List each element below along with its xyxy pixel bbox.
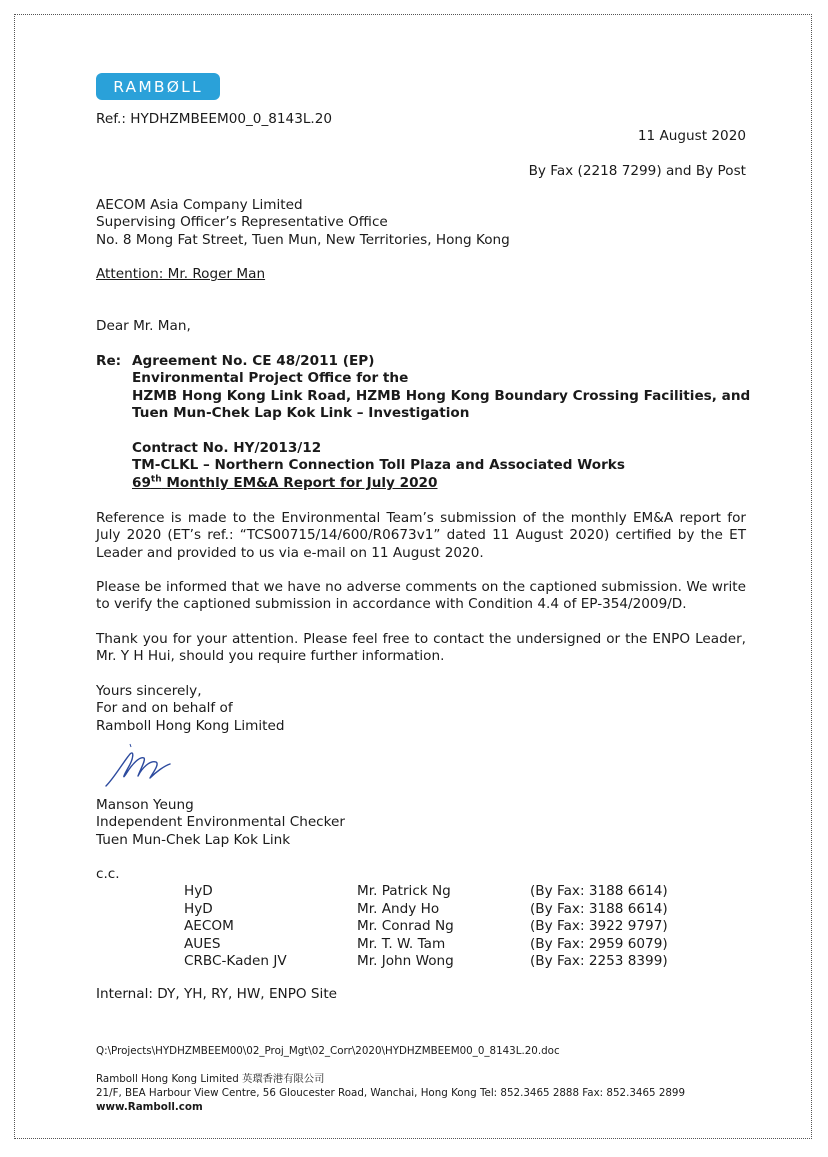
signature-image xyxy=(100,742,176,792)
cc-row xyxy=(0,901,828,919)
paragraph-reference: Reference is made to the Environmental Team’s submission of the monthly EM&A report for July 2020 (ET’s ref.: “TCS00715/14/600/R0673v1” dated 11 August 2020) certified by the ET Leader and provided to us via e-mail on 11 August 2020. xyxy=(96,510,746,561)
report-ordinal: th xyxy=(150,474,162,485)
report-title xyxy=(132,475,625,492)
cc-name: Mr. T. W. Tam xyxy=(357,935,446,952)
footer-company: Ramboll Hong Kong Limited 英環香港有限公司 xyxy=(96,1073,325,1085)
signer-name: Manson Yeung xyxy=(96,797,194,813)
cc-org: AECOM xyxy=(184,918,234,934)
cc-org: CRBC-Kaden JV xyxy=(184,953,287,969)
paragraph-no-comments: Please be informed that we have no adverse comments on the captioned submission. We write to verify the captioned submission in accordance with Condition 4.4 of EP-354/2009/D. xyxy=(96,579,746,613)
subject-line: Environmental Project Office for the xyxy=(132,370,409,387)
report-number: 69 xyxy=(132,474,151,491)
cc-row xyxy=(0,936,828,954)
subject-line: Agreement No. CE 48/2011 (EP) xyxy=(132,353,375,369)
footer-website: www.Ramboll.com xyxy=(96,1101,203,1113)
reference-number: Ref.: HYDHZMBEEM00_0_8143L.20 xyxy=(96,111,333,127)
recipient-address xyxy=(96,197,510,249)
cc-fax: (By Fax: 2959 6079) xyxy=(530,935,668,952)
recipient-line: Supervising Officer’s Representative Office xyxy=(96,214,388,231)
ramboll-logo: RAMBØLL xyxy=(96,73,220,100)
footer-block xyxy=(96,1072,685,1114)
footer-address: 21/F, BEA Harbour View Centre, 56 Gloucester Road, Wanchai, Hong Kong Tel: 852.3465 2888 Fax: 852.3465 2899 xyxy=(96,1087,686,1099)
cc-org: HyD xyxy=(184,883,213,899)
re-label: Re: xyxy=(96,353,122,369)
closing-line: Ramboll Hong Kong Limited xyxy=(96,717,285,734)
subject-line: Tuen Mun-Chek Lap Kok Link – Investigation xyxy=(132,405,470,422)
cc-org: HyD xyxy=(184,900,213,917)
file-path: Q:\Projects\HYDHZMBEEM00\02_Proj_Mgt\02_Corr\2020\HYDHZMBEEM00_0_8143L.20.doc xyxy=(96,1045,560,1057)
recipient-line: AECOM Asia Company Limited xyxy=(96,197,303,213)
cc-org: AUES xyxy=(184,935,221,952)
signer-project: Tuen Mun-Chek Lap Kok Link xyxy=(96,831,291,848)
attention-line: Attention: Mr. Roger Man xyxy=(96,266,266,282)
cc-fax: (By Fax: 2253 8399) xyxy=(530,953,668,969)
recipient-line: No. 8 Mong Fat Street, Tuen Mun, New Territories, Hong Kong xyxy=(96,231,510,248)
signer-block xyxy=(96,797,345,849)
contract-line: TM-CLKL – Northern Connection Toll Plaza and Associated Works xyxy=(132,457,625,474)
cc-name: Mr. John Wong xyxy=(357,953,454,969)
closing-block xyxy=(96,683,284,735)
internal-distribution: Internal: DY, YH, RY, HW, ENPO Site xyxy=(96,986,338,1002)
contract-line: Contract No. HY/2013/12 xyxy=(132,440,322,456)
salutation: Dear Mr. Man, xyxy=(96,318,191,334)
cc-row xyxy=(0,953,828,971)
closing-line: For and on behalf of xyxy=(96,700,233,717)
cc-row xyxy=(0,918,828,936)
cc-name: Mr. Conrad Ng xyxy=(357,918,454,934)
cc-row xyxy=(0,883,828,901)
signer-title: Independent Environmental Checker xyxy=(96,814,345,831)
contract-block xyxy=(132,440,625,492)
cc-fax: (By Fax: 3188 6614) xyxy=(530,883,668,899)
letter-date: 11 August 2020 xyxy=(637,128,746,144)
cc-name: Mr. Patrick Ng xyxy=(357,883,451,899)
delivery-method: By Fax (2218 7299) and By Post xyxy=(528,163,746,179)
subject-line: HZMB Hong Kong Link Road, HZMB Hong Kong Boundary Crossing Facilities, and xyxy=(132,387,751,404)
subject-block xyxy=(132,353,750,423)
paragraph-thanks: Thank you for your attention. Please feel free to contact the undersigned or the ENPO Leader, Mr. Y H Hui, should you require further information. xyxy=(96,631,746,665)
cc-fax: (By Fax: 3922 9797) xyxy=(530,918,668,934)
report-title-rest: Monthly EM&A Report for July 2020 xyxy=(161,474,438,491)
cc-label: c.c. xyxy=(96,866,120,882)
cc-name: Mr. Andy Ho xyxy=(357,900,440,917)
closing-line: Yours sincerely, xyxy=(96,683,202,699)
cc-fax: (By Fax: 3188 6614) xyxy=(530,900,668,917)
